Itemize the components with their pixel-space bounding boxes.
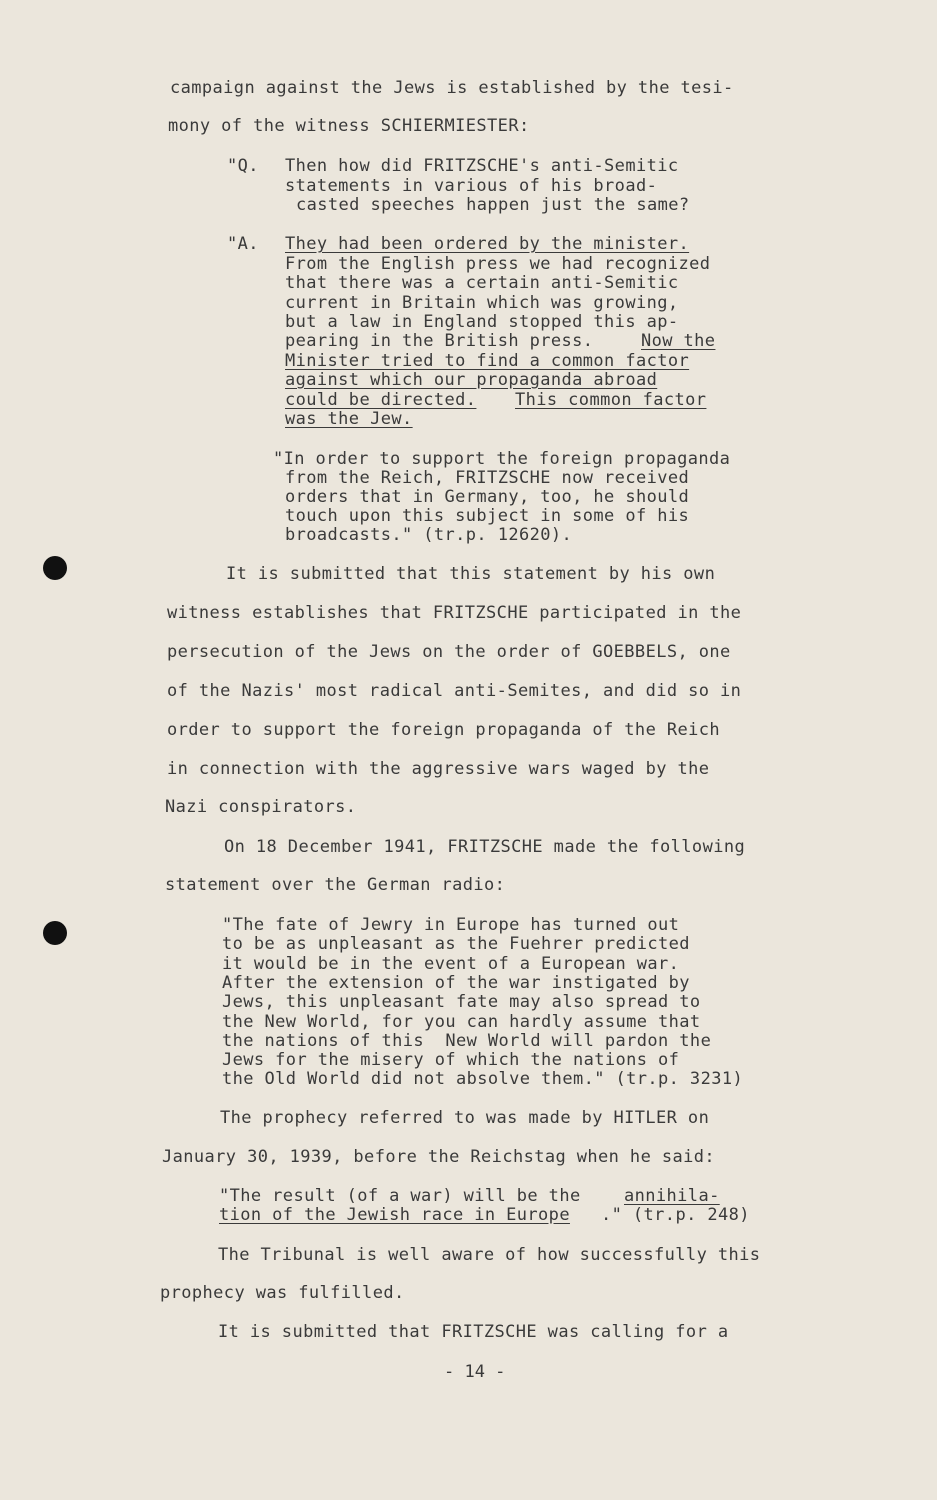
text-line: Nazi conspirators.: [165, 797, 357, 817]
text-line: casted speeches happen just the same?: [296, 195, 690, 215]
text-line: Jews for the misery of which the nations of: [222, 1050, 680, 1070]
text-line: broadcasts." (tr.p. 12620).: [285, 525, 573, 545]
text-line: Then how did FRITZSCHE's anti-Semitic: [285, 156, 679, 176]
text-line: Now the: [641, 331, 716, 351]
text-line: statement over the German radio:: [165, 875, 506, 895]
text-line: statements in various of his broad-: [285, 176, 658, 196]
text-line: tion of the Jewish race in Europe: [219, 1205, 570, 1225]
text-line: They had been ordered by the minister.: [285, 234, 690, 254]
text-line: The prophecy referred to was made by HITLER on: [220, 1108, 710, 1128]
text-line: "In order to support the foreign propaganda: [273, 449, 731, 469]
text-line: mony of the witness SCHIERMIESTER:: [168, 116, 530, 136]
text-line: to be as unpleasant as the Fuehrer predicted: [222, 934, 690, 954]
text-line: "The result (of a war) will be the: [219, 1186, 581, 1206]
punch-hole-bottom: [43, 921, 67, 945]
text-line: persecution of the Jews on the order of GOEBBELS, one: [167, 642, 731, 662]
text-line: prophecy was fulfilled.: [160, 1283, 405, 1303]
text-line: was the Jew.: [285, 409, 413, 429]
text-line: Minister tried to find a common factor: [285, 351, 690, 371]
text-line: ." (tr.p. 248): [601, 1205, 750, 1225]
text-line: annihila-: [624, 1186, 720, 1206]
text-line: but a law in England stopped this ap-: [285, 312, 679, 332]
text-line: from the Reich, FRITZSCHE now received: [285, 468, 690, 488]
text-line: "Q.: [227, 156, 259, 176]
text-line: On 18 December 1941, FRITZSCHE made the following: [224, 837, 746, 857]
text-line: It is submitted that this statement by his own: [226, 564, 716, 584]
text-line: current in Britain which was growing,: [285, 293, 679, 313]
text-line: against which our propaganda abroad: [285, 370, 658, 390]
text-line: pearing in the British press.: [285, 331, 594, 351]
text-line: "The fate of Jewry in Europe has turned out: [222, 915, 680, 935]
text-line: the nations of this New World will pardon the: [222, 1031, 712, 1051]
text-line: January 30, 1939, before the Reichstag when he said:: [162, 1147, 716, 1167]
text-line: The Tribunal is well aware of how successfully this: [218, 1245, 761, 1265]
text-line: "A.: [227, 234, 259, 254]
text-line: After the extension of the war instigated by: [222, 973, 690, 993]
text-line: touch upon this subject in some of his: [285, 506, 690, 526]
text-line: that there was a certain anti-Semitic: [285, 273, 679, 293]
page-number: - 14 -: [444, 1362, 506, 1382]
text-line: the Old World did not absolve them." (tr.p. 3231): [222, 1069, 744, 1089]
text-line: it would be in the event of a European war.: [222, 954, 680, 974]
punch-hole-top: [43, 556, 67, 580]
text-line: This common factor: [515, 390, 707, 410]
text-line: witness establishes that FRITZSCHE participated in the: [167, 603, 742, 623]
text-line: in connection with the aggressive wars waged by the: [167, 759, 710, 779]
text-line: Jews, this unpleasant fate may also spread to: [222, 992, 701, 1012]
text-line: of the Nazis' most radical anti-Semites, and did so in: [167, 681, 742, 701]
text-line: orders that in Germany, too, he should: [285, 487, 690, 507]
text-line: campaign against the Jews is established by the tesi-: [170, 78, 734, 98]
text-line: It is submitted that FRITZSCHE was calling for a: [218, 1322, 729, 1342]
text-line: order to support the foreign propaganda of the Reich: [167, 720, 721, 740]
text-line: could be directed.: [285, 390, 477, 410]
text-line: From the English press we had recognized: [285, 254, 711, 274]
text-line: the New World, for you can hardly assume that: [222, 1012, 701, 1032]
